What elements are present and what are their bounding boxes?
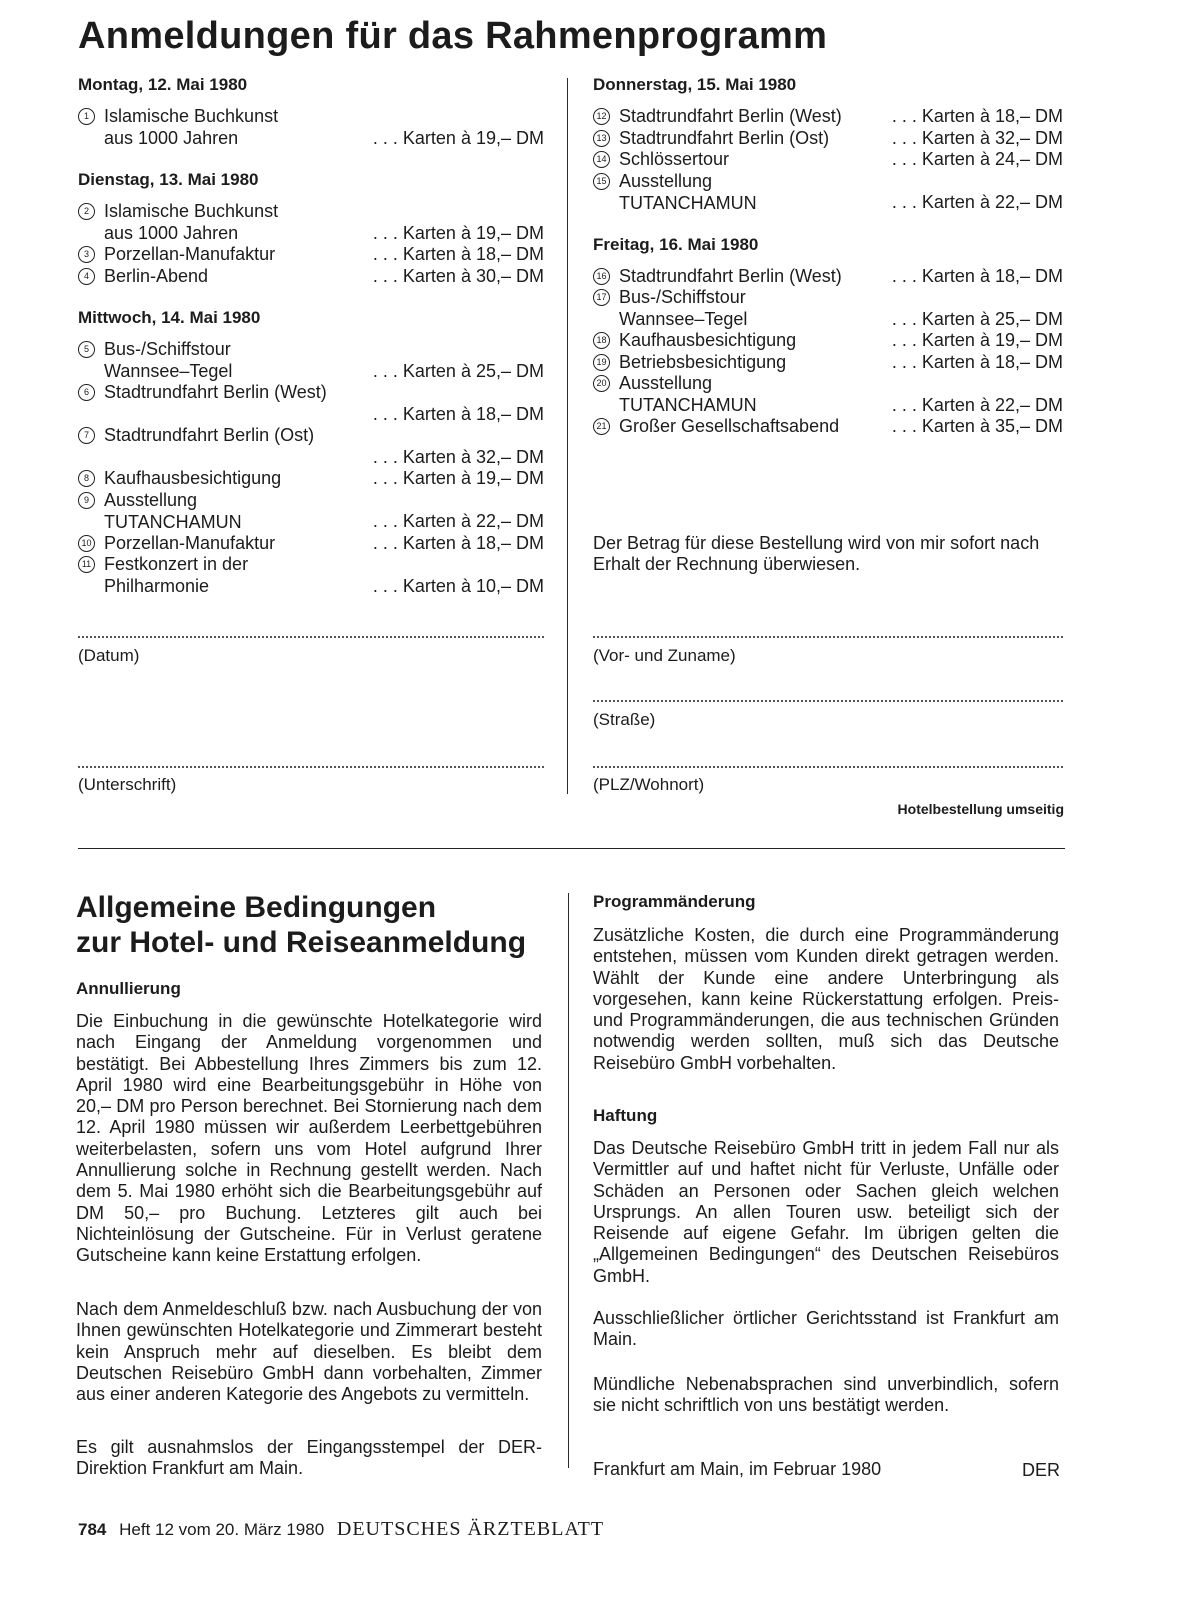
event-number-circle: 18: [593, 332, 610, 349]
event-name: Kaufhausbesichtigung: [104, 468, 282, 488]
right-program-column: [593, 74, 1065, 494]
event-name: Ausstellung: [619, 170, 713, 191]
name-label: (Vor- und Zuname): [593, 646, 736, 665]
ticket-price: . . . Karten à 32,– DM: [372, 446, 544, 467]
event-number-circle: 5: [78, 341, 95, 358]
page-footer: [78, 1518, 604, 1541]
event-name: Kaufhausbesichtigung: [619, 330, 797, 350]
event-item: [593, 105, 1063, 127]
annulment-paragraph-3: Es gilt ausnahmslos der Eingangsstempel der DER-Direktion Frankfurt am Main.: [76, 1437, 542, 1479]
event-name: Großer Gesellschaftsabend: [619, 416, 840, 436]
liability-paragraph: Das Deutsche Reisebüro GmbH tritt in jedem Fall nur als Vermittler auf und haftet nicht für Verluste, Unfälle oder Schäden an Personen oder Sachen gleich welchen Ursprungs. An allen Touren usw. beteiligt sich der Reisende auf eigene Gefahr. Im übrigen gelten die „Allgemeinen Bedingungen“ des Deutschen Reisebüros GmbH.: [593, 1138, 1059, 1286]
event-name-continued: Wannsee–Tegel: [619, 309, 748, 329]
column-divider-bottom: [568, 893, 569, 1468]
event-number-circle: 1: [78, 108, 95, 125]
event-item: [78, 243, 544, 265]
date-label: (Datum): [78, 646, 140, 665]
ticket-price: . . . Karten à 18,– DM: [891, 106, 1063, 126]
ticket-price: . . . Karten à 32,– DM: [891, 127, 1063, 148]
event-number-circle: 12: [593, 108, 610, 125]
event-name-continued: TUTANCHAMUN: [619, 395, 757, 415]
ticket-price: . . . Karten à 10,– DM: [372, 575, 544, 596]
ticket-price: . . . Karten à 22,– DM: [372, 511, 544, 531]
event-name: Stadtrundfahrt Berlin (West): [104, 382, 327, 402]
name-line[interactable]: [593, 636, 1063, 638]
event-number-circle: 10: [78, 535, 95, 552]
event-number-circle: 17: [593, 289, 610, 306]
event-item: [78, 105, 544, 148]
ticket-price: . . . Karten à 18,– DM: [891, 265, 1063, 286]
event-item: [593, 415, 1063, 437]
program-change-paragraph: Zusätzliche Kosten, die durch eine Programmänderung entstehen, müssen vom Kunden direkt getragen werden. Wählt der Kunde eine andere Unterbringung als vorgesehen, kann keine Rückerstattung erfolgen. Preis- und Programmänderungen, die aus technischen Gründen notwendig werden sollten, muß sich das Deutsche Reisebüro GmbH vorbehalten.: [593, 925, 1059, 1073]
day-heading: Dienstag, 13. Mai 1980: [78, 170, 259, 189]
ticket-price: . . . Karten à 35,– DM: [891, 416, 1063, 436]
page-title: Anmeldungen für das Rahmenprogramm: [78, 15, 828, 57]
hotel-booking-note: Hotelbestellung umseitig: [897, 801, 1064, 817]
event-name-continued: Wannsee–Tegel: [104, 361, 233, 381]
event-name-continued: TUTANCHAMUN: [619, 192, 757, 213]
event-item: [78, 200, 544, 243]
event-name-continued: aus 1000 Jahren: [104, 223, 239, 243]
event-item: [78, 467, 544, 489]
sender-signature: DER: [1021, 1460, 1060, 1480]
date-line[interactable]: [78, 636, 544, 638]
event-name: Ausstellung: [104, 489, 198, 510]
event-number-circle: 8: [78, 470, 95, 487]
event-item: [78, 553, 544, 596]
event-number-circle: 7: [78, 427, 95, 444]
event-name: Bus-/Schiffstour: [619, 287, 746, 307]
event-name: Stadtrundfahrt Berlin (Ost): [619, 127, 830, 148]
event-number-circle: 6: [78, 384, 95, 401]
ticket-price: . . . Karten à 18,– DM: [372, 244, 544, 264]
event-item: [78, 532, 544, 554]
section-rule: [78, 848, 1065, 849]
day-heading: Donnerstag, 15. Mai 1980: [593, 75, 797, 94]
conditions-title-line2: zur Hotel- und Reiseanmeldung: [76, 926, 527, 959]
event-number-circle: 2: [78, 203, 95, 220]
ticket-price: . . . Karten à 22,– DM: [891, 192, 1063, 212]
event-name: Islamische Buchkunst: [104, 201, 279, 221]
event-name: Schlössertour: [619, 149, 730, 169]
ticket-price: . . . Karten à 19,– DM: [891, 330, 1063, 350]
city-label: (PLZ/Wohnort): [593, 775, 705, 794]
signature-label: (Unterschrift): [78, 775, 177, 794]
page-number: 784: [78, 1520, 107, 1539]
event-name: Stadtrundfahrt Berlin (West): [619, 106, 842, 126]
ticket-price: . . . Karten à 18,– DM: [891, 351, 1063, 372]
event-name-continued: aus 1000 Jahren: [104, 128, 239, 148]
column-divider-top: [567, 78, 568, 794]
annulment-paragraph-2: Nach dem Anmeldeschluß bzw. nach Ausbuchung der von Ihnen gewünschten Hotelkategorie und Zimmerart besteht kein Anspruch mehr auf dieselben. Es bleibt dem Deutschen Reisebüro GmbH dann vorbehalten, Zimmer aus einer anderen Kategorie des Angebots zu vermitteln.: [76, 1299, 542, 1405]
ticket-price: . . . Karten à 22,– DM: [891, 394, 1063, 415]
program-change-heading: Programmänderung: [593, 892, 756, 911]
event-name-continued: Philharmonie: [104, 576, 210, 596]
jurisdiction-paragraph: Ausschließlicher örtlicher Gerichtsstand ist Frankfurt am Main.: [593, 1308, 1059, 1350]
event-name: Islamische Buchkunst: [104, 106, 279, 126]
day-heading: Mittwoch, 14. Mai 1980: [78, 308, 261, 327]
event-item: [78, 424, 544, 467]
event-number-circle: 21: [593, 418, 610, 435]
event-name: Stadtrundfahrt Berlin (Ost): [104, 425, 315, 445]
event-number-circle: 11: [78, 556, 95, 573]
event-name: Porzellan-Manufaktur: [104, 532, 276, 553]
ticket-price: . . . Karten à 18,– DM: [372, 403, 544, 424]
event-item: [593, 351, 1063, 373]
ticket-price: . . . Karten à 18,– DM: [372, 532, 544, 553]
signature-line[interactable]: [78, 766, 544, 768]
city-line[interactable]: [593, 766, 1063, 768]
event-number-circle: 13: [593, 130, 610, 147]
event-name: Berlin-Abend: [104, 265, 209, 286]
event-item: [78, 338, 544, 381]
event-name: Stadtrundfahrt Berlin (West): [619, 265, 842, 286]
annulment-paragraph-1: Die Einbuchung in die gewünschte Hotelkategorie wird nach Eingang der Anmeldung vorgenommen und bestätigt. Bei Abbestellung Ihres Zimmers bis zum 12. April 1980 wird eine Bearbeitungsgebühr in Höhe von 20,– DM pro Person berechnet. Bei Stornierung nach dem 12. April 1980 müssen wir außerdem Leerbettgebühren weiterbelasten, sofern uns vom Hotel aufgrund Ihrer Annullierung solche in Rechnung gestellt werden. Nach dem 5. Mai 1980 erhöht sich die Bearbeitungsgebühr auf DM 50,– pro Buchung. Letzteres gilt auch bei Nichteinlösung der Gutscheine. Für in Verlust geratene Gutscheine kann keine Erstattung erfolgen.: [76, 1011, 542, 1266]
event-item: [78, 265, 544, 287]
ticket-price: . . . Karten à 25,– DM: [891, 308, 1063, 329]
day-heading: Montag, 12. Mai 1980: [78, 75, 248, 94]
day-heading: Freitag, 16. Mai 1980: [593, 234, 759, 254]
event-name: Bus-/Schiffstour: [104, 339, 231, 359]
event-name: Festkonzert in der: [104, 554, 249, 574]
left-program-column: [78, 74, 548, 594]
event-number-circle: 4: [78, 268, 95, 285]
event-number-circle: 19: [593, 354, 610, 371]
event-name: Porzellan-Manufaktur: [104, 244, 276, 264]
event-item: [78, 381, 544, 424]
event-number-circle: 9: [78, 492, 95, 509]
street-label: (Straße): [593, 710, 656, 729]
event-name-continued: TUTANCHAMUN: [104, 511, 242, 532]
conditions-title-line1: Allgemeine Bedingungen: [76, 891, 437, 924]
liability-heading: Haftung: [593, 1106, 658, 1125]
annulment-heading: Annullierung: [76, 979, 181, 998]
event-name: Ausstellung: [619, 373, 713, 393]
event-number-circle: 3: [78, 246, 95, 263]
ticket-price: . . . Karten à 25,– DM: [372, 360, 544, 381]
ticket-price: . . . Karten à 19,– DM: [372, 468, 544, 488]
event-name: Betriebsbesichtigung: [619, 351, 787, 372]
ticket-price: . . . Karten à 24,– DM: [891, 149, 1063, 169]
event-item: [78, 489, 544, 532]
event-item: [593, 127, 1063, 149]
place-date: Frankfurt am Main, im Februar 1980: [593, 1459, 882, 1479]
event-item: [593, 286, 1063, 329]
oral-agreements-paragraph: Mündliche Nebenabsprachen sind unverbindlich, sofern sie nicht schriftlich von uns bestätigt werden.: [593, 1374, 1059, 1416]
event-number-circle: 15: [593, 173, 610, 190]
issue-info: Heft 12 vom 20. März 1980: [119, 1520, 325, 1539]
event-number-circle: 16: [593, 268, 610, 285]
event-item: [593, 170, 1063, 213]
payment-note: Der Betrag für diese Bestellung wird von mir sofort nach Erhalt der Rechnung überwiesen.: [593, 533, 1040, 575]
event-number-circle: 14: [593, 151, 610, 168]
magazine-name: DEUTSCHES ÄRZTEBLATT: [336, 1518, 605, 1540]
event-number-circle: 20: [593, 375, 610, 392]
ticket-price: . . . Karten à 19,– DM: [372, 127, 544, 148]
event-item: [593, 372, 1063, 415]
ticket-price: . . . Karten à 19,– DM: [372, 222, 544, 243]
event-item: [593, 265, 1063, 287]
event-item: [593, 329, 1063, 351]
event-item: [593, 148, 1063, 170]
street-line[interactable]: [593, 700, 1063, 702]
ticket-price: . . . Karten à 30,– DM: [372, 265, 544, 286]
